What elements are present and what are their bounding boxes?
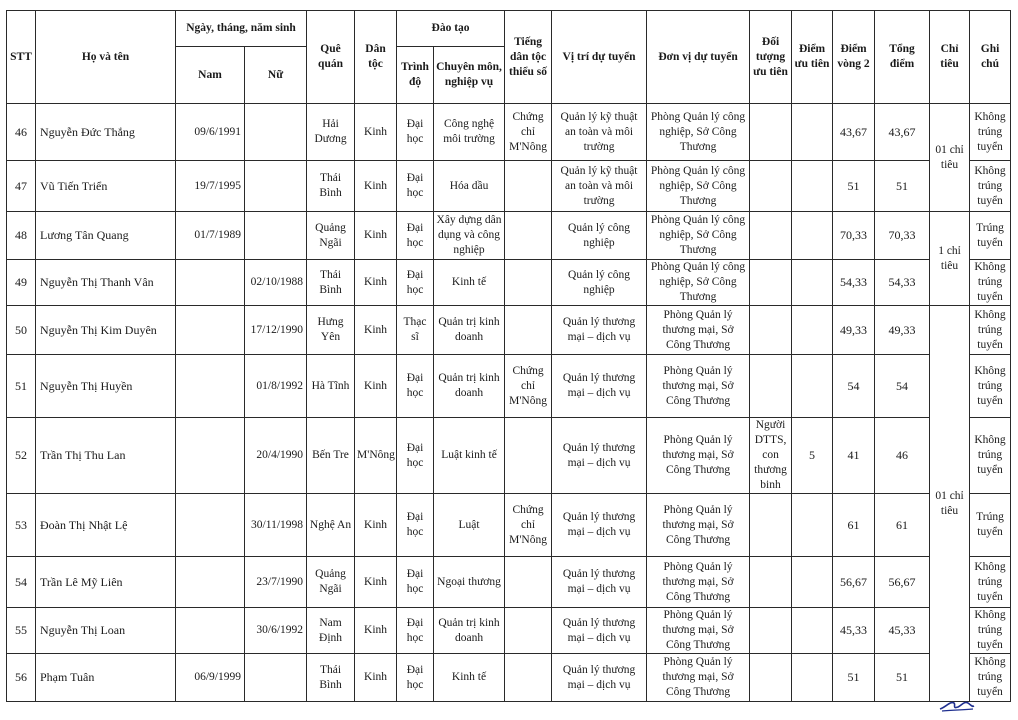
row-major: Quản trị kinh doanh bbox=[434, 608, 505, 654]
row-unit: Phòng Quản lý công nghiệp, Sở Công Thương bbox=[647, 212, 750, 260]
row-position: Quản lý thương mại – dịch vụ bbox=[552, 654, 647, 702]
row-level: Đại học bbox=[397, 608, 434, 654]
row-total: 54 bbox=[875, 355, 930, 418]
row-total: 49,33 bbox=[875, 306, 930, 355]
row-total: 43,67 bbox=[875, 104, 930, 161]
row-level: Đại học bbox=[397, 557, 434, 608]
row-ethnicity: Kinh bbox=[355, 260, 397, 306]
row-position: Quản lý kỹ thuật an toàn và môi trường bbox=[552, 104, 647, 161]
row-position: Quản lý công nghiệp bbox=[552, 260, 647, 306]
row-total: 46 bbox=[875, 418, 930, 494]
row-priority-points bbox=[792, 212, 833, 260]
row-ethnicity: Kinh bbox=[355, 608, 397, 654]
row-unit: Phòng Quản lý công nghiệp, Sở Công Thương bbox=[647, 260, 750, 306]
row-hometown: Quảng Ngãi bbox=[307, 212, 355, 260]
row-stt: 52 bbox=[7, 418, 36, 494]
row-stt: 50 bbox=[7, 306, 36, 355]
header-note: Ghi chú bbox=[970, 11, 1011, 104]
row-position: Quản lý thương mại – dịch vụ bbox=[552, 494, 647, 557]
row-dob-male bbox=[176, 418, 245, 494]
row-priority-subject bbox=[750, 212, 792, 260]
row-total: 51 bbox=[875, 161, 930, 212]
row-ethnicity: Kinh bbox=[355, 654, 397, 702]
header-minority-language: Tiếng dân tộc thiểu số bbox=[505, 11, 552, 104]
row-note: Không trúng tuyển bbox=[970, 608, 1011, 654]
row-unit: Phòng Quản lý thương mại, Sở Công Thương bbox=[647, 608, 750, 654]
row-stt: 48 bbox=[7, 212, 36, 260]
row-round2: 49,33 bbox=[833, 306, 875, 355]
header-name: Họ và tên bbox=[36, 11, 176, 104]
row-total: 54,33 bbox=[875, 260, 930, 306]
row-hometown: Thái Bình bbox=[307, 260, 355, 306]
row-major: Luật kinh tế bbox=[434, 418, 505, 494]
header-position: Vị trí dự tuyển bbox=[552, 11, 647, 104]
row-major: Hóa dầu bbox=[434, 161, 505, 212]
row-round2: 54 bbox=[833, 355, 875, 418]
row-dob-male: 01/7/1989 bbox=[176, 212, 245, 260]
row-stt: 56 bbox=[7, 654, 36, 702]
row-name: Nguyễn Thị Kim Duyên bbox=[36, 306, 176, 355]
row-ethnicity: Kinh bbox=[355, 355, 397, 418]
row-round2: 70,33 bbox=[833, 212, 875, 260]
row-round2: 56,67 bbox=[833, 557, 875, 608]
row-stt: 47 bbox=[7, 161, 36, 212]
row-minority-language bbox=[505, 161, 552, 212]
table-row bbox=[7, 355, 1011, 418]
row-dob-female: 30/11/1998 bbox=[245, 494, 307, 557]
table-row bbox=[7, 608, 1011, 654]
row-name: Nguyễn Thị Loan bbox=[36, 608, 176, 654]
header-dob: Ngày, tháng, năm sinh bbox=[176, 11, 307, 47]
row-minority-language bbox=[505, 557, 552, 608]
row-round2: 61 bbox=[833, 494, 875, 557]
row-hometown: Nghệ An bbox=[307, 494, 355, 557]
row-note: Không trúng tuyển bbox=[970, 104, 1011, 161]
row-round2: 41 bbox=[833, 418, 875, 494]
row-major: Công nghệ môi trường bbox=[434, 104, 505, 161]
header-priority-points: Điểm ưu tiên bbox=[792, 11, 833, 104]
row-priority-subject: Người DTTS, con thương binh bbox=[750, 418, 792, 494]
header-priority-subject: Đối tượng ưu tiên bbox=[750, 11, 792, 104]
header-dob-female: Nữ bbox=[245, 47, 307, 104]
row-priority-points bbox=[792, 654, 833, 702]
row-priority-subject bbox=[750, 494, 792, 557]
header-unit: Đơn vị dự tuyển bbox=[647, 11, 750, 104]
row-hometown: Hà Tĩnh bbox=[307, 355, 355, 418]
row-priority-points bbox=[792, 161, 833, 212]
row-priority-subject bbox=[750, 161, 792, 212]
row-position: Quản lý thương mại – dịch vụ bbox=[552, 608, 647, 654]
header-total: Tổng điểm bbox=[875, 11, 930, 104]
row-hometown: Hải Dương bbox=[307, 104, 355, 161]
row-priority-subject bbox=[750, 608, 792, 654]
table-row bbox=[7, 260, 1011, 306]
row-major: Kinh tế bbox=[434, 260, 505, 306]
row-name: Trần Thị Thu Lan bbox=[36, 418, 176, 494]
row-unit: Phòng Quản lý thương mại, Sở Công Thương bbox=[647, 494, 750, 557]
row-stt: 55 bbox=[7, 608, 36, 654]
row-dob-male: 06/9/1999 bbox=[176, 654, 245, 702]
row-total: 70,33 bbox=[875, 212, 930, 260]
row-major: Quản trị kinh doanh bbox=[434, 306, 505, 355]
signature-mark bbox=[938, 697, 976, 713]
row-priority-points bbox=[792, 260, 833, 306]
row-position: Quản lý thương mại – dịch vụ bbox=[552, 557, 647, 608]
header-major: Chuyên môn, nghiệp vụ bbox=[434, 47, 505, 104]
row-note: Không trúng tuyển bbox=[970, 654, 1011, 702]
row-ethnicity: Kinh bbox=[355, 557, 397, 608]
row-major: Kinh tế bbox=[434, 654, 505, 702]
row-unit: Phòng Quản lý công nghiệp, Sở Công Thương bbox=[647, 104, 750, 161]
row-unit: Phòng Quản lý thương mại, Sở Công Thương bbox=[647, 355, 750, 418]
results-table bbox=[6, 10, 1011, 702]
row-unit: Phòng Quản lý thương mại, Sở Công Thương bbox=[647, 306, 750, 355]
row-round2: 54,33 bbox=[833, 260, 875, 306]
row-major: Ngoại thương bbox=[434, 557, 505, 608]
row-priority-points bbox=[792, 494, 833, 557]
row-quota: 1 chỉ tiêu bbox=[930, 212, 970, 306]
row-level: Đại học bbox=[397, 212, 434, 260]
row-stt: 51 bbox=[7, 355, 36, 418]
row-minority-language bbox=[505, 654, 552, 702]
row-unit: Phòng Quản lý công nghiệp, Sở Công Thương bbox=[647, 161, 750, 212]
row-major: Xây dựng dân dụng và công nghiệp bbox=[434, 212, 505, 260]
header-level: Trình độ bbox=[397, 47, 434, 104]
row-ethnicity: Kinh bbox=[355, 104, 397, 161]
row-stt: 53 bbox=[7, 494, 36, 557]
row-priority-points bbox=[792, 306, 833, 355]
row-level: Đại học bbox=[397, 104, 434, 161]
header-dob-male: Nam bbox=[176, 47, 245, 104]
row-dob-male bbox=[176, 557, 245, 608]
row-unit: Phòng Quản lý thương mại, Sở Công Thương bbox=[647, 557, 750, 608]
row-position: Quản lý thương mại – dịch vụ bbox=[552, 355, 647, 418]
row-hometown: Nam Định bbox=[307, 608, 355, 654]
row-hometown: Bến Tre bbox=[307, 418, 355, 494]
row-name: Vũ Tiến Triển bbox=[36, 161, 176, 212]
table-row bbox=[7, 654, 1011, 702]
table-row bbox=[7, 212, 1011, 260]
row-stt: 46 bbox=[7, 104, 36, 161]
row-level: Đại học bbox=[397, 494, 434, 557]
table-row bbox=[7, 494, 1011, 557]
row-dob-male bbox=[176, 608, 245, 654]
row-dob-female: 23/7/1990 bbox=[245, 557, 307, 608]
row-position: Quản lý thương mại – dịch vụ bbox=[552, 306, 647, 355]
header-training: Đào tạo bbox=[397, 11, 505, 47]
row-dob-male: 09/6/1991 bbox=[176, 104, 245, 161]
row-priority-points bbox=[792, 355, 833, 418]
row-dob-female: 30/6/1992 bbox=[245, 608, 307, 654]
row-dob-female: 01/8/1992 bbox=[245, 355, 307, 418]
row-note: Không trúng tuyển bbox=[970, 161, 1011, 212]
row-round2: 51 bbox=[833, 654, 875, 702]
table-body bbox=[7, 104, 1011, 702]
row-major: Luật bbox=[434, 494, 505, 557]
row-note: Không trúng tuyển bbox=[970, 418, 1011, 494]
row-unit: Phòng Quản lý thương mại, Sở Công Thương bbox=[647, 654, 750, 702]
row-round2: 45,33 bbox=[833, 608, 875, 654]
row-hometown: Thái Bình bbox=[307, 654, 355, 702]
row-priority-subject bbox=[750, 260, 792, 306]
row-minority-language: Chứng chỉ M'Nông bbox=[505, 355, 552, 418]
row-ethnicity: M'Nông bbox=[355, 418, 397, 494]
row-dob-female: 17/12/1990 bbox=[245, 306, 307, 355]
row-round2: 51 bbox=[833, 161, 875, 212]
row-priority-points bbox=[792, 608, 833, 654]
row-name: Nguyễn Đức Thắng bbox=[36, 104, 176, 161]
row-minority-language bbox=[505, 306, 552, 355]
row-level: Đại học bbox=[397, 260, 434, 306]
row-priority-subject bbox=[750, 557, 792, 608]
row-dob-female: 02/10/1988 bbox=[245, 260, 307, 306]
table-row bbox=[7, 418, 1011, 494]
row-unit: Phòng Quản lý thương mại, Sở Công Thương bbox=[647, 418, 750, 494]
row-level: Thạc sĩ bbox=[397, 306, 434, 355]
row-total: 56,67 bbox=[875, 557, 930, 608]
row-hometown: Hưng Yên bbox=[307, 306, 355, 355]
row-priority-points bbox=[792, 104, 833, 161]
row-position: Quản lý kỹ thuật an toàn và môi trường bbox=[552, 161, 647, 212]
row-name: Nguyễn Thị Huyền bbox=[36, 355, 176, 418]
row-quota: 01 chỉ tiêu bbox=[930, 306, 970, 702]
row-level: Đại học bbox=[397, 654, 434, 702]
row-name: Đoàn Thị Nhật Lệ bbox=[36, 494, 176, 557]
row-level: Đại học bbox=[397, 418, 434, 494]
row-priority-points bbox=[792, 557, 833, 608]
row-name: Trần Lê Mỹ Liên bbox=[36, 557, 176, 608]
row-stt: 54 bbox=[7, 557, 36, 608]
row-stt: 49 bbox=[7, 260, 36, 306]
row-level: Đại học bbox=[397, 161, 434, 212]
header-hometown: Quê quán bbox=[307, 11, 355, 104]
row-name: Phạm Tuân bbox=[36, 654, 176, 702]
row-dob-male bbox=[176, 355, 245, 418]
row-dob-female bbox=[245, 104, 307, 161]
row-minority-language bbox=[505, 260, 552, 306]
row-note: Trúng tuyển bbox=[970, 212, 1011, 260]
header-ethnicity: Dân tộc bbox=[355, 11, 397, 104]
header-round2: Điểm vòng 2 bbox=[833, 11, 875, 104]
row-hometown: Thái Bình bbox=[307, 161, 355, 212]
row-ethnicity: Kinh bbox=[355, 212, 397, 260]
row-round2: 43,67 bbox=[833, 104, 875, 161]
row-priority-subject bbox=[750, 355, 792, 418]
row-hometown: Quảng Ngãi bbox=[307, 557, 355, 608]
row-ethnicity: Kinh bbox=[355, 161, 397, 212]
row-priority-points: 5 bbox=[792, 418, 833, 494]
table-row bbox=[7, 557, 1011, 608]
row-ethnicity: Kinh bbox=[355, 494, 397, 557]
row-minority-language bbox=[505, 418, 552, 494]
row-position: Quản lý công nghiệp bbox=[552, 212, 647, 260]
row-total: 51 bbox=[875, 654, 930, 702]
row-level: Đại học bbox=[397, 355, 434, 418]
row-note: Không trúng tuyển bbox=[970, 557, 1011, 608]
row-minority-language: Chứng chỉ M'Nông bbox=[505, 104, 552, 161]
table-row bbox=[7, 306, 1011, 355]
row-dob-male bbox=[176, 494, 245, 557]
row-total: 45,33 bbox=[875, 608, 930, 654]
row-dob-male bbox=[176, 306, 245, 355]
row-note: Không trúng tuyển bbox=[970, 260, 1011, 306]
table-row bbox=[7, 104, 1011, 161]
row-minority-language: Chứng chỉ M'Nông bbox=[505, 494, 552, 557]
row-dob-female bbox=[245, 654, 307, 702]
row-position: Quản lý thương mại – dịch vụ bbox=[552, 418, 647, 494]
row-total: 61 bbox=[875, 494, 930, 557]
table-row bbox=[7, 161, 1011, 212]
row-dob-female: 20/4/1990 bbox=[245, 418, 307, 494]
header-quota: Chỉ tiêu bbox=[930, 11, 970, 104]
row-dob-male: 19/7/1995 bbox=[176, 161, 245, 212]
row-dob-male bbox=[176, 260, 245, 306]
row-name: Lương Tân Quang bbox=[36, 212, 176, 260]
row-note: Không trúng tuyển bbox=[970, 306, 1011, 355]
row-dob-female bbox=[245, 212, 307, 260]
row-priority-subject bbox=[750, 104, 792, 161]
row-note: Không trúng tuyển bbox=[970, 355, 1011, 418]
row-minority-language bbox=[505, 608, 552, 654]
row-priority-subject bbox=[750, 654, 792, 702]
header-stt: STT bbox=[7, 11, 36, 104]
row-note: Trúng tuyển bbox=[970, 494, 1011, 557]
row-priority-subject bbox=[750, 306, 792, 355]
row-ethnicity: Kinh bbox=[355, 306, 397, 355]
row-major: Quản trị kinh doanh bbox=[434, 355, 505, 418]
row-name: Nguyễn Thị Thanh Vân bbox=[36, 260, 176, 306]
row-quota: 01 chỉ tiêu bbox=[930, 104, 970, 212]
row-minority-language bbox=[505, 212, 552, 260]
row-dob-female bbox=[245, 161, 307, 212]
